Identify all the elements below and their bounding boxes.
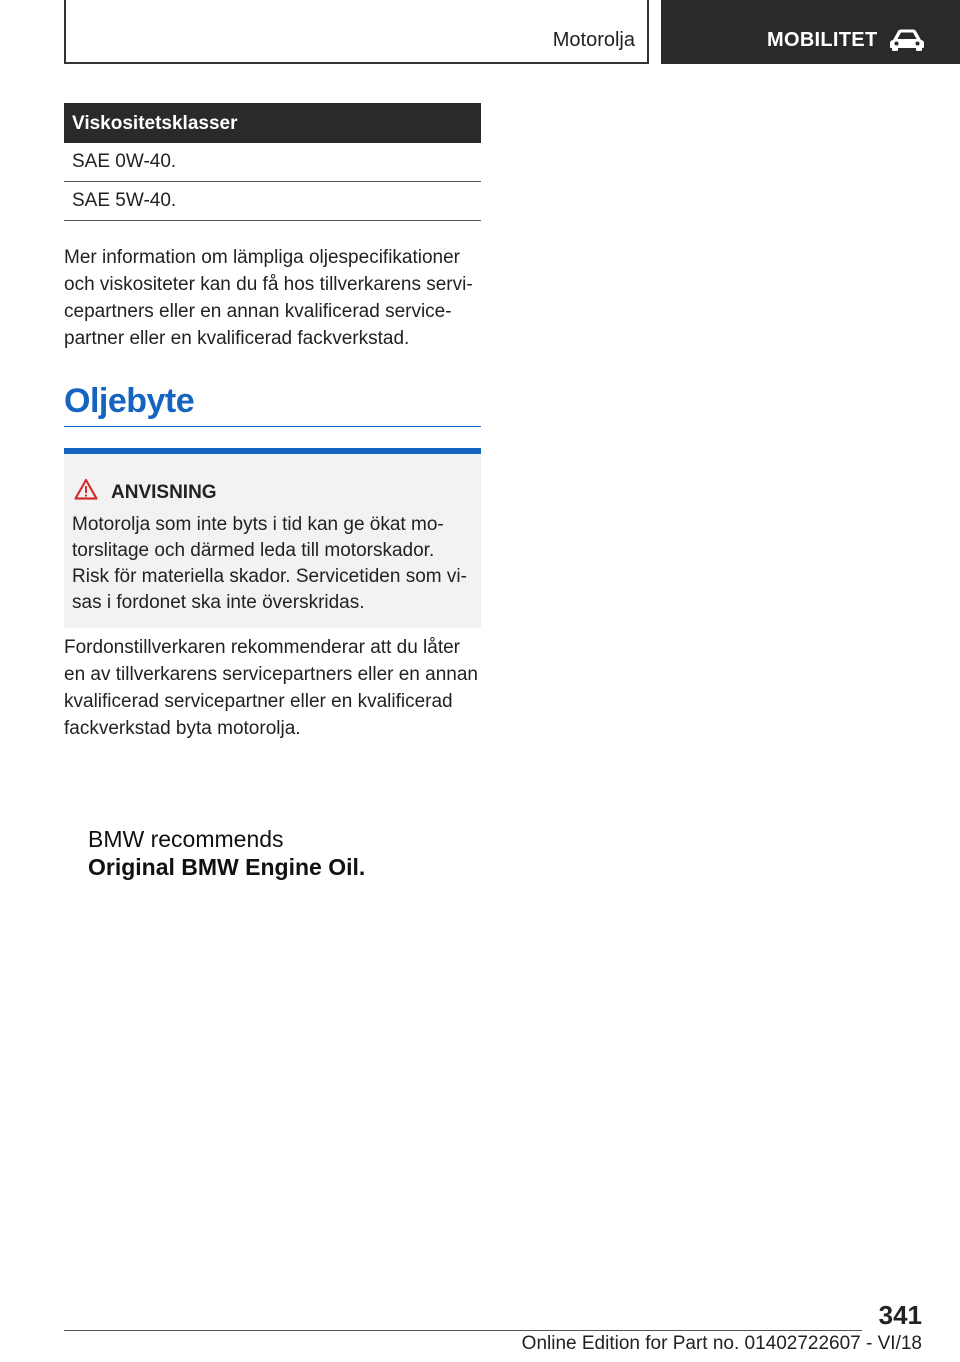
notice-line: sas i fordonet ska inte överskridas.	[72, 592, 365, 613]
text-line: partner eller en kvalificerad fackverkstad.	[64, 328, 410, 349]
table-row: SAE 0W-40.	[64, 143, 481, 182]
section-heading: Oljebyte	[64, 382, 481, 427]
table-row: SAE 5W-40.	[64, 182, 481, 221]
recommend-paragraph	[64, 634, 484, 742]
page-number: 341	[878, 1300, 922, 1330]
bmw-engine-oil-text: Original BMW Engine Oil.	[88, 854, 366, 880]
header-chapter-tab	[661, 0, 960, 64]
header-section-box	[64, 0, 649, 64]
notice-title: ANVISNING	[111, 482, 217, 503]
footer-divider	[64, 1330, 862, 1331]
chapter-title: MOBILITET	[767, 29, 878, 51]
text-line: Mer information om lämpliga oljespecifikationer	[64, 247, 461, 268]
text-line: och viskositeter kan du få hos tillverkarens servi‐	[64, 274, 473, 295]
notice-line: Motorolja som inte byts i tid kan ge ökat mo‐	[72, 514, 444, 535]
text-line: kvalificerad servicepartner eller en kvalificerad	[64, 691, 453, 712]
info-paragraph	[64, 244, 484, 352]
viscosity-table	[64, 103, 481, 221]
table-header: Viskositetsklasser	[64, 103, 481, 143]
section-title: Motorolja	[552, 29, 635, 51]
text-line: fackverkstad byta motorolja.	[64, 718, 301, 739]
warning-triangle-icon	[74, 478, 98, 500]
text-line: cepartners eller en annan kvalificerad service‐	[64, 301, 452, 322]
notice-line: Risk för materiella skador. Servicetiden som vi‐	[72, 566, 467, 587]
text-line: Fordonstillverkaren rekommenderar att du låter	[64, 637, 461, 658]
notice-line: torslitage och därmed leda till motorskador.	[72, 540, 435, 561]
bmw-recommends-text: BMW recommends	[88, 826, 284, 852]
car-icon	[888, 28, 926, 52]
text-line: en av tillverkarens servicepartners eller en annan	[64, 664, 478, 685]
notice-box	[64, 448, 481, 628]
edition-footer: Online Edition for Part no. 01402722607 - VI/18	[521, 1333, 922, 1354]
